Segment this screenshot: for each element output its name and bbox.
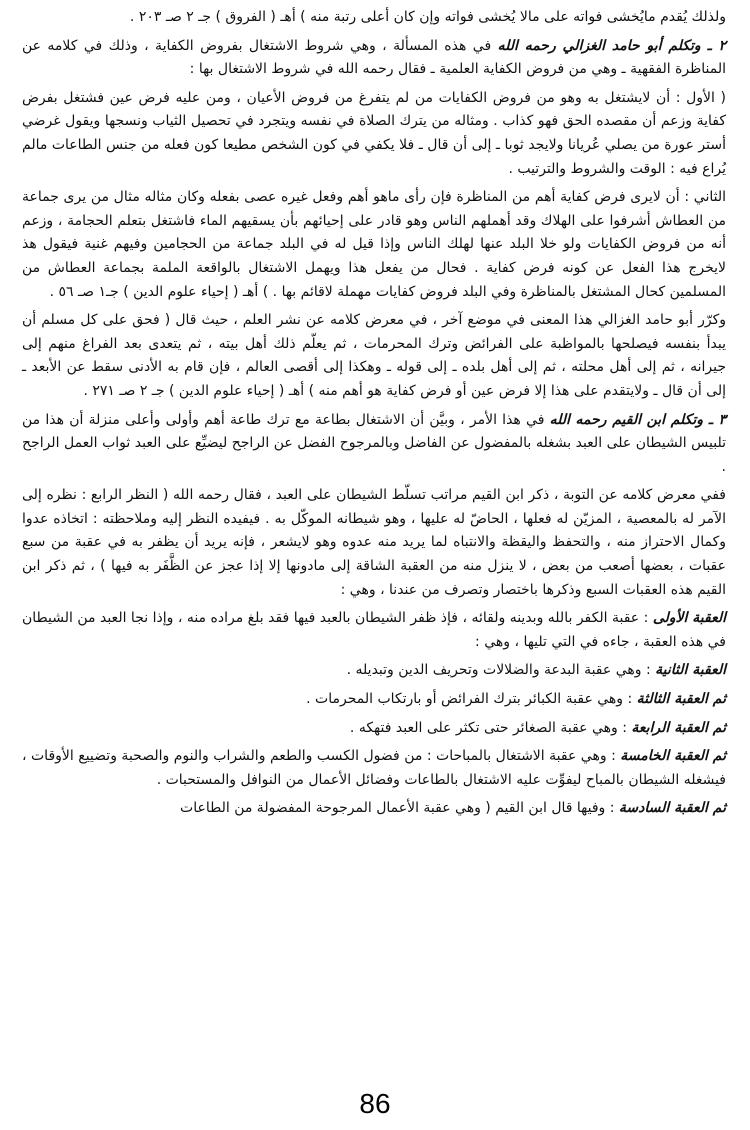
page-number: 86 <box>359 1088 391 1119</box>
paragraph-obstacle-3 <box>22 688 726 712</box>
paragraph-text: : وهي عقبة البدعة والضلالات وتحريف الدين وتبديله . <box>346 662 656 679</box>
paragraph-text: : وهي عقبة الاشتغال بالمباحات : من فضول الكسب والطعم والشراب والنوم والصحبة وتضييع الأوقات ، فيشغله الشيطان بالمباح ليفوِّت عليه الاشتغال بالطاعات وفضائل الأعمال من النوافل والمستحبات . <box>22 748 726 788</box>
paragraph-text: : وفيها قال ابن القيم ( وهي عقبة الأعمال المرجوحة المفضولة من الطاعات <box>180 800 619 817</box>
paragraph-heading: ٣ ـ وتكلم ابن القيم رحمه الله <box>549 411 726 428</box>
paragraph-repentance <box>22 484 726 602</box>
paragraph-text: الثاني : أن لايرى فرض كفاية أهم من المناظرة فإن رأى ماهو أهم وفعل غيره عصى بفعله وكان مثاله مثال من يرى جماعة من العطاش أشرفوا على الهلاك وقد أهملهم الناس وهو قادر على إحيائهم بأن يسقيهم الماء فاشتغل بتعلم الحجامة ، وزعم أنه من فروض الكفايات ولو خلا البلد عنها لهلك الناس وإذا قيل له في البلد جماعة من الحجامين وفيهم غنية فيقول هذ لايخرج هذا الفعل عن كونه فرض كفاية . فحال من يفعل هذا ويهمل الاشتغال بالواقعة الملمة بجماعة العطاش من المسلمين كحال المشتغل بالمناظرة وفي البلد فروض كفايات مهملة لاقائم بها . ) أهـ ( إحياء علوم الدين ) جـ١ صـ ٥٦ . <box>22 189 726 300</box>
paragraph-obstacle-1 <box>22 607 726 654</box>
paragraph-second-condition <box>22 186 726 304</box>
paragraph-text: وكرّر أبو حامد الغزالي هذا المعنى في موضع آخر ، في معرض كلامه عن نشر العلم ، حيث قال ( فحق على كل مسلم أن يبدأ بنفسه فيصلحها بالمواظبة على الفرائض وترك المحرمات ، ثم يعلّم ذلك أهل بيته ، ثم يتعدى بعد الفراغ منهم إلى جيرانه ، ثم إلى أهل محلته ، ثم إلى أهل بلده ـ إلى قوله ـ وهكذا إلى أقصى العالم ، فإن قام به الأدنى سقط عن الأبعد ـ إلى أن قال ـ ولايتقدم على هذا إلا فرض عين أو فرض كفاية هو أهم منه ) أهـ ( إحياء علوم الدين ) جـ ٢ صـ ٢٧١ . <box>22 312 726 399</box>
paragraph-obstacle-6 <box>22 797 726 821</box>
paragraph-text: : وهي عقبة الصغائر حتى تكثر على العبد فتهكه . <box>349 719 632 736</box>
paragraph-ghazali-intro <box>22 35 726 82</box>
paragraph-heading: العقبة الأولى <box>652 610 726 627</box>
paragraph-obstacle-4 <box>22 717 726 741</box>
paragraph-text: : وهي عقبة الكبائر بترك الفرائض أو بارتكاب المحرمات . <box>306 691 637 708</box>
paragraph-ibn-qayyim-intro <box>22 409 726 480</box>
paragraph-closing-quote <box>22 6 726 30</box>
paragraph-ghazali-repeat <box>22 309 726 403</box>
paragraph-obstacle-5 <box>22 745 726 792</box>
paragraph-text: في هذه المسألة ، وهي شروط الاشتغال بفروض الكفاية ، وذلك في كلامه عن المناظرة الفقهية ـ وهي من فروض الكفاية العلمية ـ فقال رحمه الله في شروط الاشتغال بها : <box>22 37 726 78</box>
paragraph-heading: ثم العقبة الثالثة <box>636 691 726 708</box>
paragraph-heading: ٢ ـ وتكلم أبو حامد الغزالي رحمه الله <box>497 37 726 54</box>
paragraph-obstacle-2 <box>22 659 726 683</box>
paragraph-heading: ثم العقبة الخامسة <box>620 748 726 765</box>
paragraph-text: في هذا الأمر ، وبيَّن أن الاشتغال بطاعة مع ترك طاعة أهم وأولى وأعلى منزلة أن هذا من تلبيس الشيطان على العبد بشغله بالمفضول عن الفاضل وبالمرجوح الفضل عن الراجح ليضيِّع على العبد ثواب العمل الراجح . <box>22 411 726 475</box>
paragraph-heading: ثم العقبة السادسة <box>618 800 726 817</box>
paragraph-heading: ثم العقبة الرابعة <box>631 719 726 736</box>
paragraph-text: ( الأول : أن لايشتغل به وهو من فروض الكفايات من لم يتفرغ من فروض الأعيان ، ومن عليه فرض عين فشتغل بفرض كفاية وزعم أن مقصده الحق فهو كذاب . ومثاله من يترك الصلاة في نفسه ويتجرد في تحصيل الثياب ونسجها ويقول غرضي أستر عورة من يصلي عُريانا ولايجد ثوبا ـ إلى أن قال ـ فلا يكفي في كون الشخص مطيعا كون فعله من جنس الطاعات مالم يُراع فيه : الوقت والشروط والترتيب . <box>22 89 726 177</box>
paragraph-text: ففي معرض كلامه عن التوبة ، ذكر ابن القيم مراتب تسلّط الشيطان على العبد ، فقال رحمه الله ( النظر الرابع : نظره إلى الآمر له بالمعصية ، المزيّن له فعلها ، الحاضّ له عليها ، وهو شيطانه الموكّل به . فيفيده النظر إليه وملاحظته : اتخاذه عدوا وكمال الاحتراز منه ، والتحفظ واليقظة والانتباه لما يريد منه عدوه وهو لايشعر ، فإنه يريد أن يظفر به في عقبة من سبع عقبات ، بعضها أصعب من بعض ، لا ينزل منه من العقبة الشاقة إلى مادونها إلا إذا عجز عن الظَّفَر به فيها ) ، ثم ذكر ابن القيم هذه العقبات السبع وذكرها باختصار وتصرف من عندنا ، وهي : <box>22 487 726 598</box>
paragraph-text: : عقبة الكفر بالله وبدينه ولقائه ، فإذ ظفر الشيطان بالعبد فيها فقد بلغ مراده منه ، وإذا نجا العبد من الشيطان في هذه العقبة ، جاءه في التي تليها ، وهي : <box>22 610 726 650</box>
paragraph-text: ولذلك يُقدم مايُخشى فواته على مالا يُخشى فواته وإن كان أعلى رتبة منه ) أهـ ( الفروق ) جـ ٢ صـ ٢٠٣ . <box>129 9 726 25</box>
paragraph-first-condition <box>22 87 726 181</box>
paragraph-heading: العقبة الثانية <box>655 662 726 679</box>
